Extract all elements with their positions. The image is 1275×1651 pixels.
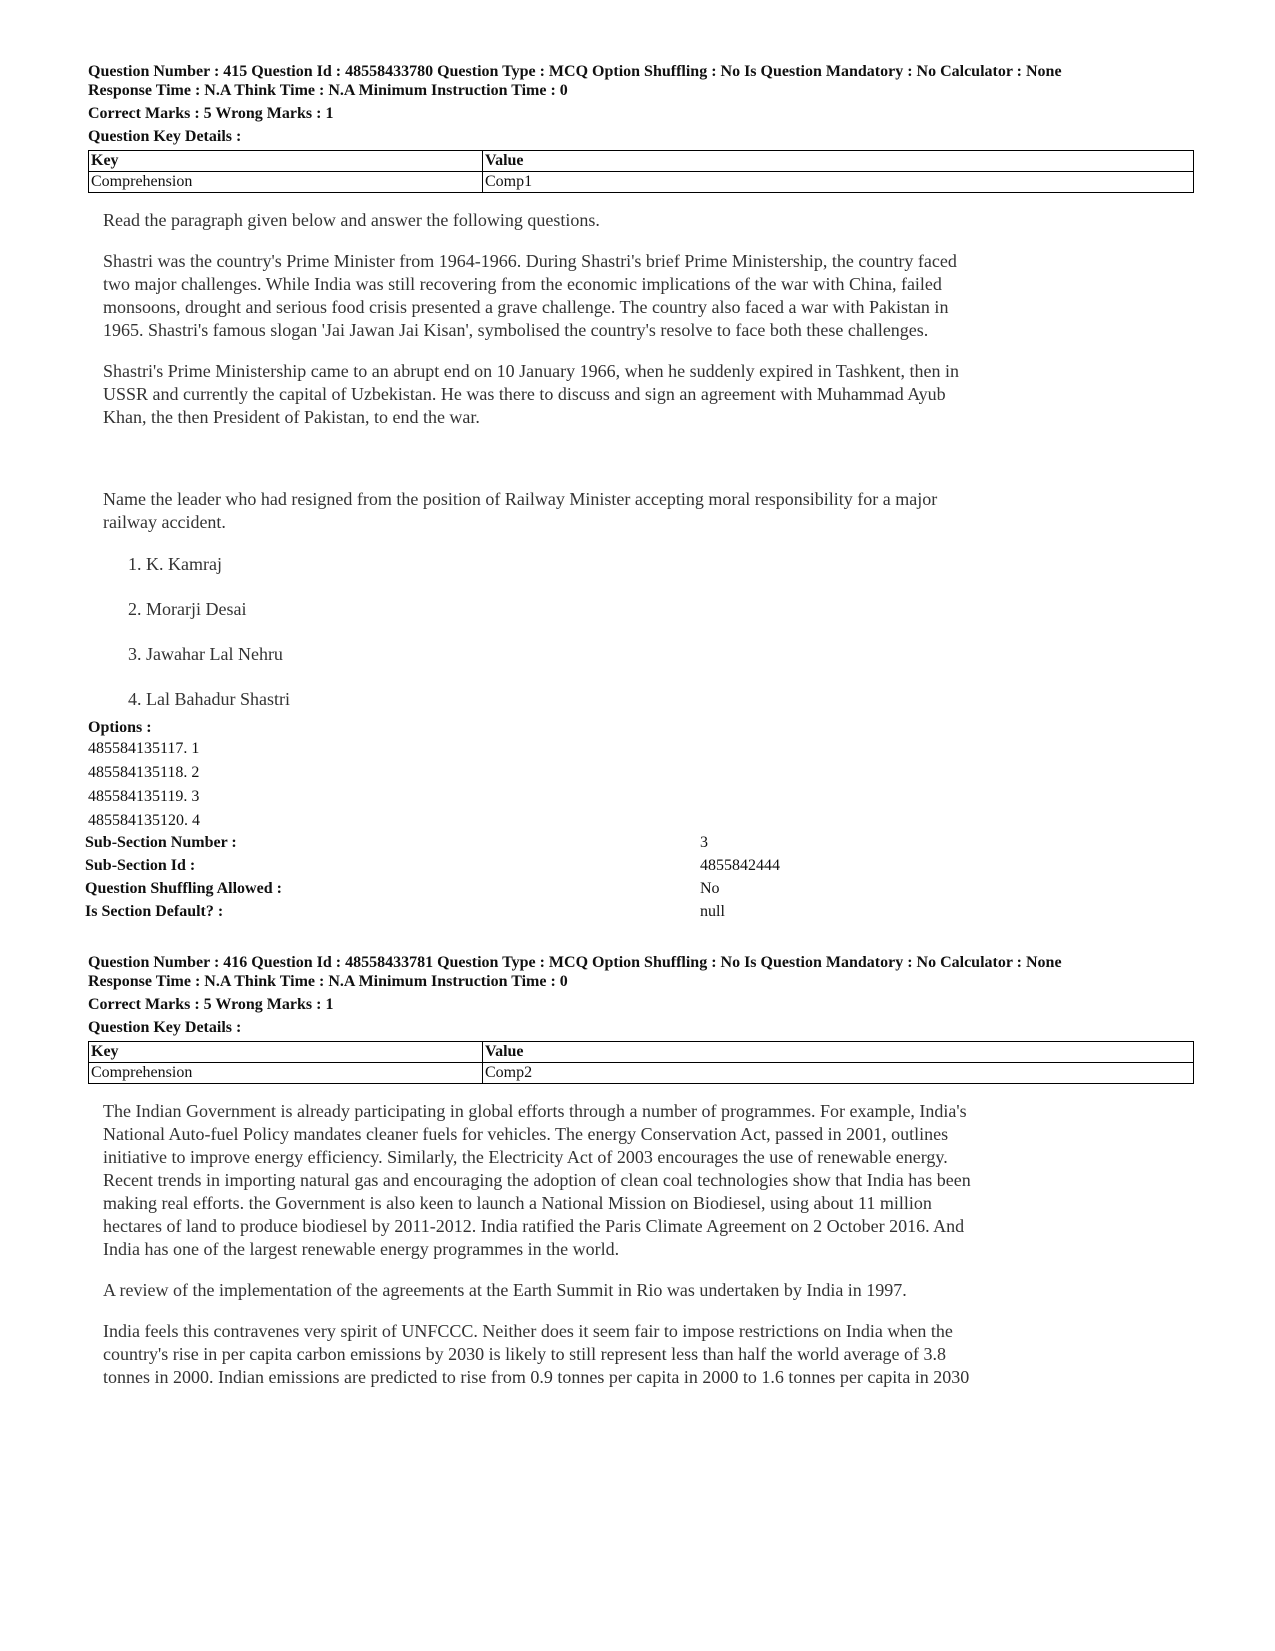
q416-key-table [88,1041,1194,1084]
q416-passage [103,1100,983,1407]
q415-marks: Correct Marks : 5 Wrong Marks : 1 [88,105,334,122]
subsection-id-value: 4855842444 [700,857,780,874]
table-header-row [89,1042,1194,1063]
q415-options-label: Options : [88,719,152,736]
subsection-number-label: Sub-Section Number : [85,834,237,851]
q415-header [88,62,1198,100]
passage-intro: Read the paragraph given below and answer the following questions. [103,210,600,230]
choice-item: 3. Jawahar Lal Nehru [128,644,283,664]
passage-paragraph: Shastri's Prime Ministership came to an abrupt end on 10 January 1966, when he suddenly expired in Tashkent, then in USSR and currently the capital of Uzbekistan. He was there to discuss and sign an agreement with Muhammad Ayub Khan, the then President of Pakistan, to end the war. [103,361,959,427]
passage-paragraph: A review of the implementation of the agreements at the Earth Summit in Rio was undertaken by India in 1997. [103,1280,907,1300]
option-id: 485584135119. 3 [88,788,200,805]
q415-header-line2: Response Time : N.A Think Time : N.A Minimum Instruction Time : 0 [88,82,568,99]
col-value-header: Value [483,1042,1194,1063]
table-row [89,1063,1194,1084]
row-key: Comprehension [89,172,483,193]
subsection-number-row [85,831,1195,855]
passage-paragraph: India feels this contravenes very spirit of UNFCCC. Neither does it seem fair to impose restrictions on India when the country's rise in per capita carbon emissions by 2030 is likely to still represent less than half the world average of 3.8 tonnes in 2000. Indian emissions are predicted to rise from 0.9 tonnes per capita in 2000 to 1.6 tonnes per capita in 2030 [103,1321,970,1387]
q415-key-details-label: Question Key Details : [88,128,242,145]
subsection-id-label: Sub-Section Id : [85,857,196,874]
row-value: Comp2 [483,1063,1194,1084]
q415-question-text: Name the leader who had resigned from the position of Railway Minister accepting moral responsibility for a major railway accident. [103,489,938,532]
col-key-header: Key [89,151,483,172]
q415-header-line1: Question Number : 415 Question Id : 48558433780 Question Type : MCQ Option Shuffling : No Is Question Mandatory : No Calculator : None [88,63,1062,80]
subsection-id-row [85,854,1195,878]
choice-item: 4. Lal Bahadur Shastri [128,689,290,709]
table-row [89,172,1194,193]
row-value: Comp1 [483,172,1194,193]
q416-header-line1: Question Number : 416 Question Id : 48558433781 Question Type : MCQ Option Shuffling : No Is Question Mandatory : No Calculator : None [88,954,1062,971]
section-default-value: null [700,903,725,920]
option-id: 485584135117. 1 [88,740,200,757]
row-key: Comprehension [89,1063,483,1084]
passage-paragraph: Shastri was the country's Prime Minister from 1964-1966. During Shastri's brief Prime Ministership, the country faced two major challenges. While India was still recovering from the economic implications of the war with China, failed monsoons, drought and serious food crisis presented a grave challenge. The country also faced a war with Pakistan in 1965. Shastri's famous slogan 'Jai Jawan Jai Kisan', symbolised the country's resolve to face both these challenges. [103,251,957,340]
q415-key-table [88,150,1194,193]
q415-option-ids [88,737,200,833]
choice-item: 2. Morarji Desai [128,599,247,619]
q416-header [88,953,1198,991]
option-id: 485584135120. 4 [88,812,200,829]
q415-passage [103,209,983,447]
section-default-row [85,900,1195,924]
table-header-row [89,151,1194,172]
choice-item: 1. K. Kamraj [128,554,222,574]
question-shuffling-value: No [700,880,720,897]
q416-marks: Correct Marks : 5 Wrong Marks : 1 [88,996,334,1013]
col-key-header: Key [89,1042,483,1063]
col-value-header: Value [483,151,1194,172]
q415-choice-list [128,553,290,733]
option-id: 485584135118. 2 [88,764,200,781]
passage-paragraph: The Indian Government is already participating in global efforts through a number of programmes. For example, India's National Auto-fuel Policy mandates cleaner fuels for vehicles. The energy Conservation Act, passed in 2001, outlines initiative to improve energy efficiency. Similarly, the Electricity Act of 2003 encourages the use of renewable energy. Recent trends in importing natural gas and encouraging the adoption of clean coal technologies show that India has been making real efforts. the Government is also keen to launch a National Mission on Biodiesel, using about 11 million hectares of land to produce biodiesel by 2011-2012. India ratified the Paris Climate Agreement on 2 October 2016. And India has one of the largest renewable energy programmes in the world. [103,1101,971,1259]
question-shuffling-label: Question Shuffling Allowed : [85,880,282,897]
subsection-number-value: 3 [700,834,708,851]
q416-key-details-label: Question Key Details : [88,1019,242,1036]
section-default-label: Is Section Default? : [85,903,224,920]
q416-header-line2: Response Time : N.A Think Time : N.A Minimum Instruction Time : 0 [88,973,568,990]
question-shuffling-row [85,877,1195,901]
